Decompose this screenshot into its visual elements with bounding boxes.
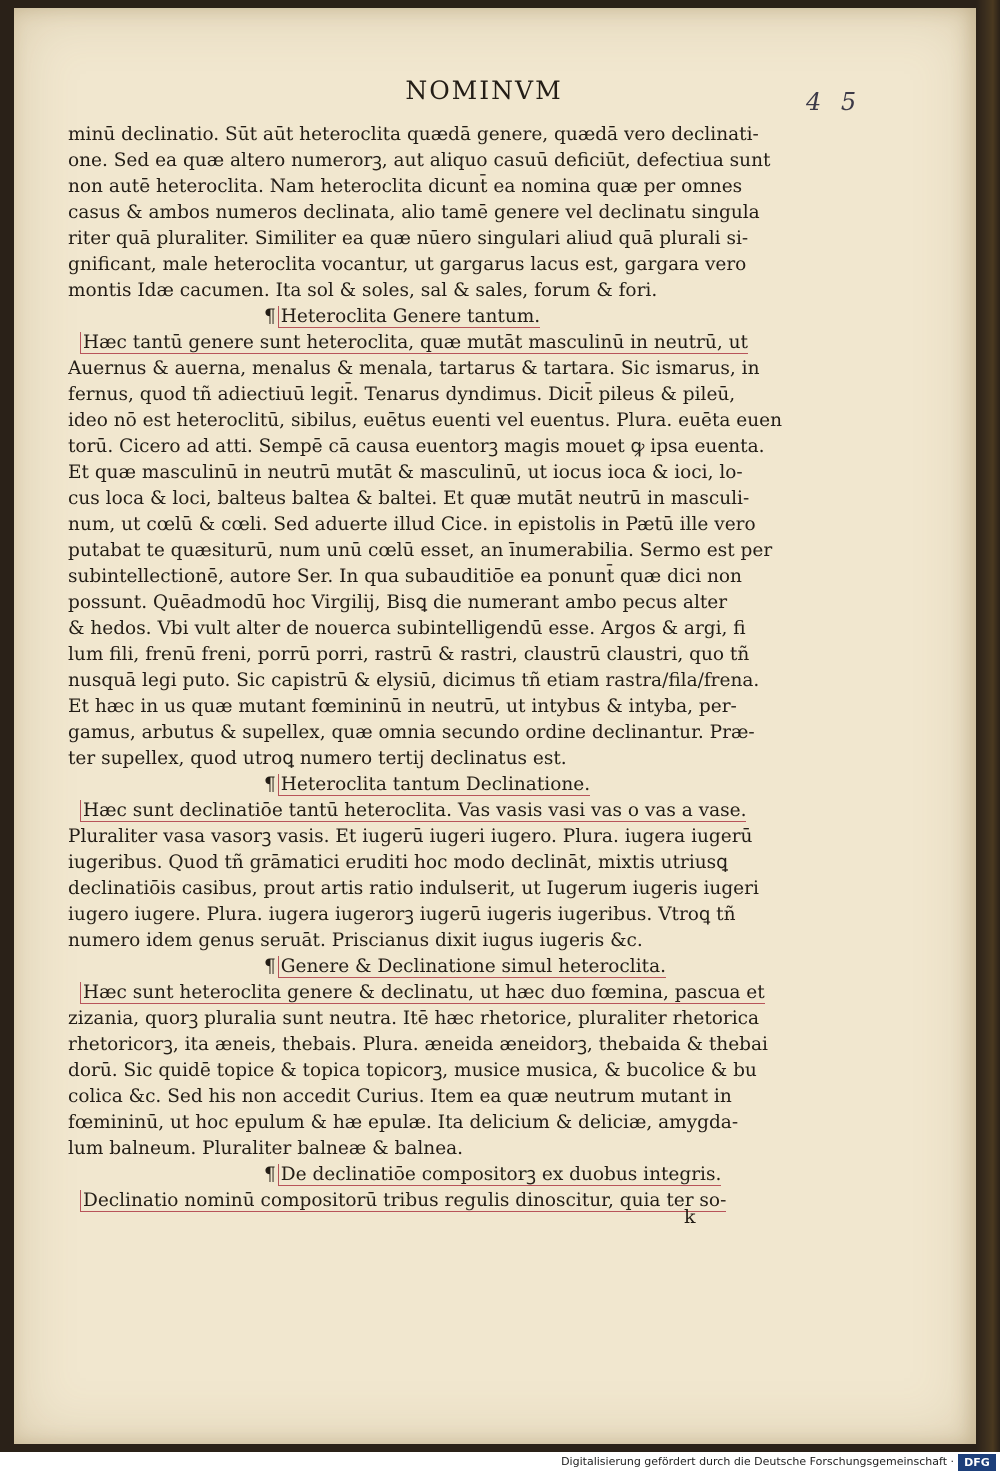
text-line <box>68 1006 804 1032</box>
line-text: gamus, arbutus & supellex, quæ omnia secundo ordine declinantur. Præ- <box>68 722 755 743</box>
text-line <box>68 746 804 772</box>
line-text: Pluraliter vasa vasorꝫ vasis. Et iugerū iugeri iugero. Plura. iugera iugerū <box>68 826 753 847</box>
line-text: Et quæ masculinū in neutrū mutāt & masculinū, ut iocus ioca & ioci, lo- <box>68 462 743 483</box>
line-text: Heteroclita Genere tantum. <box>278 306 540 328</box>
footer-bar <box>0 1452 1000 1474</box>
text-line <box>68 122 804 148</box>
line-text: De declinatiōe compositorꝫ ex duobus integris. <box>278 1164 722 1186</box>
line-text: Declinatio nominū compositorū tribus regulis dinoscitur, quia ter so- <box>80 1190 726 1212</box>
line-text: Hæc sunt heteroclita genere & declinatu, ut hæc duo fœmina, pascua et <box>80 982 765 1004</box>
running-head: NOMINVM <box>405 76 563 105</box>
line-text: Hæc tantū genere sunt heteroclita, quæ mutāt masculinū in neutrū, ut <box>80 332 748 354</box>
line-text: declinatiōis casibus, prout artis ratio indulserit, ut Iugerum iugeris iugeri <box>68 878 759 899</box>
text-line <box>68 668 804 694</box>
text-line <box>68 486 804 512</box>
line-text: colica &c. Sed his non accedit Curius. Item ea quæ neutrum mutant in <box>68 1086 732 1107</box>
line-text: lum balneum. Pluraliter balneæ & balnea. <box>68 1138 464 1159</box>
pilcrow-icon: ¶ <box>264 774 276 795</box>
line-text: torū. Cicero ad atti. Sempē cā causa euentorꝫ magis mouet ꝙ ipsa euenta. <box>68 436 765 457</box>
text-line <box>68 278 804 304</box>
text-line <box>68 1136 804 1162</box>
line-text: casus & ambos numeros declinata, alio tamē genere vel declinatu singula <box>68 202 760 223</box>
text-line <box>68 200 804 226</box>
section-heading <box>68 1162 804 1188</box>
line-text: riter quā pluraliter. Similiter ea quæ nūero singulari aliud quā plurali si- <box>68 228 749 249</box>
line-text: num, ut cœlū & cœli. Sed aduerte illud Cice. in epistolis in Pætū ille vero <box>68 514 756 535</box>
dfg-logo-icon: DFG <box>958 1454 996 1471</box>
text-line <box>68 694 804 720</box>
line-text: one. Sed ea quæ altero numerorꝫ, aut aliquo casuū deficiūt, defectiua sunt <box>68 150 771 171</box>
text-line <box>68 928 804 954</box>
line-text: iugeribus. Quod tñ grāmatici eruditi hoc modo declināt, mixtis utriusꝗ <box>68 852 728 873</box>
text-line <box>68 408 804 434</box>
pilcrow-icon: ¶ <box>264 956 276 977</box>
folio-number: 4 5 <box>806 88 863 116</box>
line-text: ideo nō est heteroclitū, sibilus, euētus euenti vel euentus. Plura. euēta euen <box>68 410 783 431</box>
text-line <box>68 590 804 616</box>
book-page <box>14 8 976 1444</box>
signature-mark: k <box>684 1206 696 1228</box>
line-text: non autē heteroclita. Nam heteroclita dicunt̄ ea nomina quæ per omnes <box>68 176 743 197</box>
line-text: gnificant, male heteroclita vocantur, ut gargarus lacus est, gargara vero <box>68 254 747 275</box>
text-line <box>68 434 804 460</box>
text-line <box>68 798 804 824</box>
text-line <box>68 252 804 278</box>
line-text: fernus, quod tñ adiectiuū legit̄. Tenarus dyndimus. Dicit̄ pileus & pileū, <box>68 384 736 405</box>
line-text: possunt. Quēadmodū hoc Virgilij, Bisꝗ die numerant ambo pecus alter <box>68 592 728 613</box>
section-heading <box>68 954 804 980</box>
text-line <box>68 1032 804 1058</box>
line-text: lum fili, frenū freni, porrū porri, rastrū & rastri, claustrū claustri, quo tñ <box>68 644 750 665</box>
line-text: putabat te quæsiturū, num unū cœlū esset, an īnumerabilia. Sermo est per <box>68 540 773 561</box>
text-line <box>68 824 804 850</box>
line-text: montis Idæ cacumen. Ita sol & soles, sal & sales, forum & fori. <box>68 280 658 301</box>
line-text: nusquā legi puto. Sic capistrū & elysiū, dicimus tñ etiam rastra/fila/frena. <box>68 670 760 691</box>
text-line <box>68 876 804 902</box>
line-text: Et hæc in us quæ mutant fœmininū in neutrū, ut intybus & intyba, per- <box>68 696 737 717</box>
text-line <box>68 616 804 642</box>
page-edge <box>976 0 1000 1452</box>
text-line <box>68 382 804 408</box>
text-line <box>68 980 804 1006</box>
text-line <box>68 330 804 356</box>
line-text: cus loca & loci, balteus baltea & baltei. Et quæ mutāt neutrū in masculi- <box>68 488 750 509</box>
text-line <box>68 642 804 668</box>
text-line <box>68 174 804 200</box>
text-line <box>68 850 804 876</box>
text-line <box>68 460 804 486</box>
line-text: dorū. Sic quidē topice & topica topicorꝫ, musice musica, & bucolice & bu <box>68 1060 757 1081</box>
text-line <box>68 356 804 382</box>
text-line <box>68 564 804 590</box>
line-text: rhetoricorꝫ, ita æneis, thebais. Plura. æneida æneidorꝫ, thebaida & thebai <box>68 1034 768 1055</box>
line-text: Heteroclita tantum Declinatione. <box>278 774 590 796</box>
text-line <box>68 538 804 564</box>
text-line <box>68 148 804 174</box>
text-line <box>68 1110 804 1136</box>
text-line <box>68 226 804 252</box>
section-heading <box>68 304 804 330</box>
line-text: fœmininū, ut hoc epulum & hæ epulæ. Ita delicium & deliciæ, amygda- <box>68 1112 739 1133</box>
section-heading <box>68 772 804 798</box>
line-text: iugero iugere. Plura. iugera iugerorꝫ iugerū iugeris iugeribus. Vtroꝗ tñ <box>68 904 736 925</box>
text-line <box>68 720 804 746</box>
pilcrow-icon: ¶ <box>264 1164 276 1185</box>
line-text: & hedos. Vbi vult alter de nouerca subintelligendū esse. Argos & argi, fi <box>68 618 746 639</box>
text-line <box>68 512 804 538</box>
text-line <box>68 902 804 928</box>
line-text: minū declinatio. Sūt aūt heteroclita quædā genere, quædā vero declinati- <box>68 124 759 145</box>
line-text: zizania, quorꝫ pluralia sunt neutra. Itē hæc rhetorice, pluraliter rhetorica <box>68 1008 760 1029</box>
line-text: subintellectionē, autore Ser. In qua subauditiōe ea ponunt̄ quæ dici non <box>68 566 742 587</box>
line-text: Hæc sunt declinatiōe tantū heteroclita. Vas vasis vasi vas o vas a vase. <box>80 800 746 822</box>
pilcrow-icon: ¶ <box>264 306 276 327</box>
line-text: ter supellex, quod utroꝗ numero tertij declinatus est. <box>68 748 567 769</box>
text-line <box>68 1084 804 1110</box>
footer-credit: Digitalisierung gefördert durch die Deutsche Forschungsgemeinschaft · <box>561 1455 954 1468</box>
line-text: Auernus & auerna, menalus & menala, tartarus & tartara. Sic ismarus, in <box>68 358 760 379</box>
line-text: numero idem genus seruāt. Priscianus dixit iugus iugeris &c. <box>68 930 643 951</box>
text-block <box>68 122 804 1214</box>
line-text: Genere & Declinatione simul heteroclita. <box>278 956 666 978</box>
text-line <box>68 1058 804 1084</box>
